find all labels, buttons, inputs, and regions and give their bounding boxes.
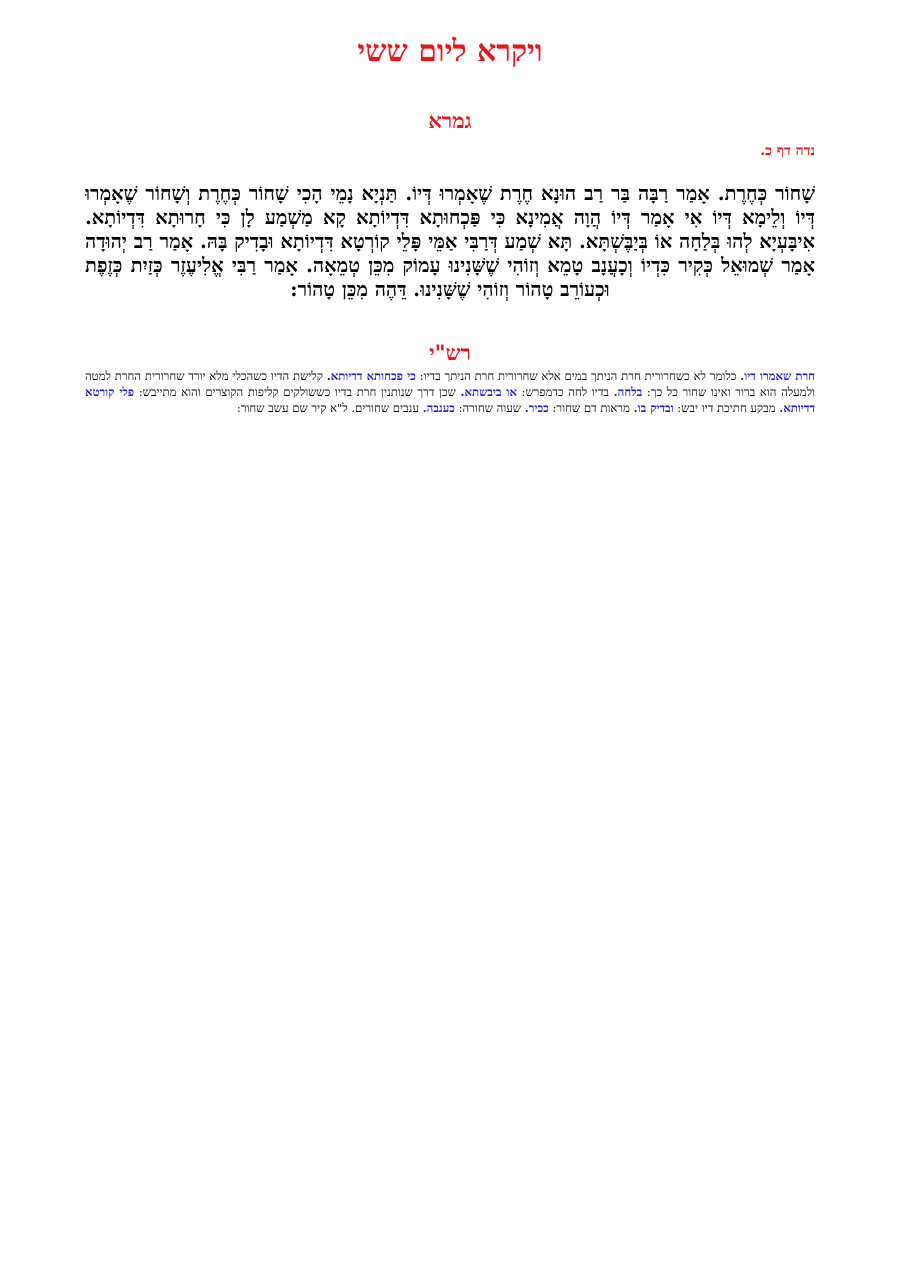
rashi-dibur-hamatchil: ככיר.	[524, 401, 549, 415]
rashi-explanation: ענבים שחורים. ל"א קיר שם עשב שחור:	[236, 401, 423, 415]
rashi-explanation: כלומר לא כשחרורית חרת הניתך במים אלא שחרורית חרת הניתך בדיו:	[415, 369, 741, 383]
gemara-text: שָׁחוֹר כְּחֶרֶת. אָמַר רַבָּה בַּר רַב הוּנָא חֶרֶת שֶׁאָמְרוּ דְּיוֹ. תַּנְיָא נָמֵי הָכִי שָׁחוֹר כְּחֶרֶת וְשָׁחוֹר שֶׁאָמְרוּ דְּיוֹ וְלֵימָא דְּיוֹ אִי אָמַר דְּיוֹ הֲוָה אֲמִינָא כִּי פַּכְחוּתָא דִּדְיוֹתָא קָא מַשְׁמַע לָן כִּי חָרוּתָא דִּדְיוֹתָא. אִיבָּעְיָא לְהוּ בְּלַחָה אוֹ בְּיַבֶּשְׁתָּא. תָּא שְׁמַע דְּרַבִּי אַמֵּי פָּלֵי קוֹרְטָא דִּדְיוֹתָא וּבָדִיק בָּהּ. אָמַר רַב יְהוּדָה אָמַר שְׁמוּאֵל כְּקִיר כִּדְיוֹ וְכָעֲנָב טָמֵא וְזוֹהִי שֶׁשָּׁנִינוּ עָמוֹק מִכֵּן טְמֵאָה. אָמַר רַבִּי אֱלִיעֶזֶר כְּזַיִת כְּזֶפֶת וּכְעוֹרֵב טָהוֹר וְזוֹהִי שֶׁשָּׁנִינוּ. דֵּהֶה מִכֵּן טָהוֹר:	[85, 182, 815, 301]
rashi-explanation: מראות דם שחור:	[548, 401, 634, 415]
rashi-explanation: בדיו לחה כדמפרש:	[516, 385, 614, 399]
rashi-commentary	[85, 368, 815, 416]
rashi-heading: רש"י	[429, 340, 471, 365]
rashi-dibur-hamatchil: או ביבשתא.	[460, 385, 517, 399]
rashi-dibur-hamatchil: כי פכחותא דדיותא.	[326, 369, 416, 383]
rashi-dibur-hamatchil: ובדיק בו.	[633, 401, 674, 415]
daf-reference: נדה דף כ.	[760, 143, 815, 159]
rashi-dibur-hamatchil: פלי קורטא דדיותא.	[85, 385, 815, 415]
rashi-explanation: שכן דרך שנותנין חרת בדיו כששולקים קליפות הקוצרים והוא מתייבש:	[134, 385, 461, 399]
rashi-explanation: שעוה שחורה:	[454, 401, 525, 415]
gemara-heading: גמרא	[428, 108, 472, 133]
page-title: ויקרא ליום ששי	[357, 34, 543, 69]
rashi-explanation: קלישת הדיו כשהכלי מלא יורד שחרורית החרת למטה ולמעלה הוא ברור ואינו שחור כל כך:	[85, 369, 816, 399]
rashi-explanation: מבקע חתיכת דיו יבש:	[673, 401, 780, 415]
rashi-dibur-hamatchil: בלחה.	[613, 385, 643, 399]
rashi-dibur-hamatchil: כענבה.	[422, 401, 455, 415]
rashi-dibur-hamatchil: חרת שאמרו דיו.	[740, 369, 815, 383]
